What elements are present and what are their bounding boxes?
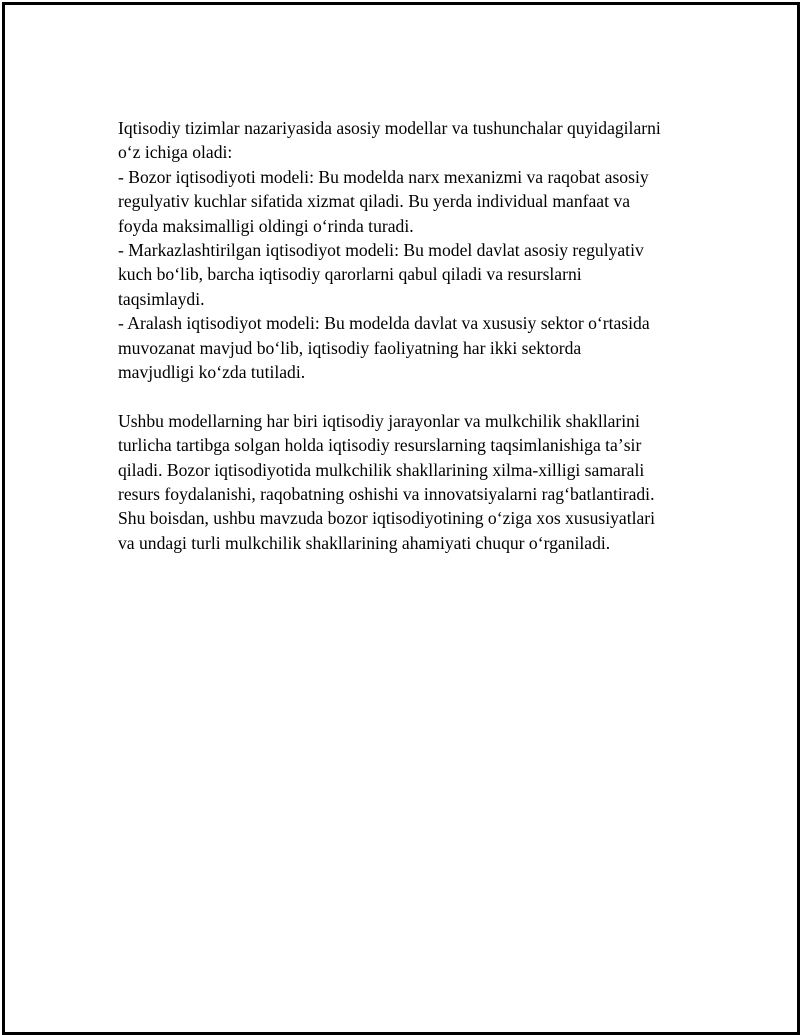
text-line: muvozanat mavjud boʻlib, iqtisodiy faoliyatning har ikki sektorda bbox=[118, 337, 582, 358]
text-line: taqsimlaydi. bbox=[118, 288, 205, 309]
text-line: oʻz ichiga oladi: bbox=[118, 142, 233, 163]
paragraph-summary bbox=[118, 409, 698, 555]
text-line: Iqtisodiy tizimlar nazariyasida asosiy modellar va tushunchalar quyidagilarni bbox=[118, 118, 661, 138]
document-body bbox=[118, 116, 698, 555]
text-line: va undagi turli mulkchilik shakllarining ahamiyati chuqur oʻrganiladi. bbox=[118, 532, 611, 553]
text-line: - Bozor iqtisodiyoti modeli: Bu modelda narx mexanizmi va raqobat asosiy bbox=[118, 166, 649, 187]
text-line: foyda maksimalligi oldingi oʻrinda turadi. bbox=[118, 215, 414, 236]
paragraph-models bbox=[118, 116, 698, 384]
text-line: - Aralash iqtisodiyot modeli: Bu modelda davlat va xususiy sektor oʻrtasida bbox=[118, 313, 650, 334]
text-line: regulyativ kuchlar sifatida xizmat qiladi. Bu yerda individual manfaat va bbox=[118, 191, 631, 212]
text-line: mavjudligi koʻzda tutiladi. bbox=[118, 362, 306, 383]
paragraph-spacer bbox=[118, 384, 698, 408]
text-line: - Markazlashtirilgan iqtisodiyot modeli: Bu model davlat asosiy regulyativ bbox=[118, 240, 644, 261]
text-line: kuch boʻlib, barcha iqtisodiy qarorlarni qabul qiladi va resurslarni bbox=[118, 264, 582, 285]
text-line: qiladi. Bozor iqtisodiyotida mulkchilik shakllarining xilma-xilligi samarali bbox=[118, 459, 645, 480]
text-line: Ushbu modellarning har biri iqtisodiy jarayonlar va mulkchilik shakllarini bbox=[118, 410, 640, 431]
text-line: resurs foydalanishi, raqobatning oshishi va innovatsiyalarni ragʻbatlantiradi. bbox=[118, 484, 655, 505]
text-line: Shu boisdan, ushbu mavzuda bozor iqtisodiyotining oʻziga xos xususiyatlari bbox=[118, 508, 656, 529]
text-line: turlicha tartibga solgan holda iqtisodiy resurslarning taqsimlanishiga taʼsir bbox=[118, 435, 642, 456]
